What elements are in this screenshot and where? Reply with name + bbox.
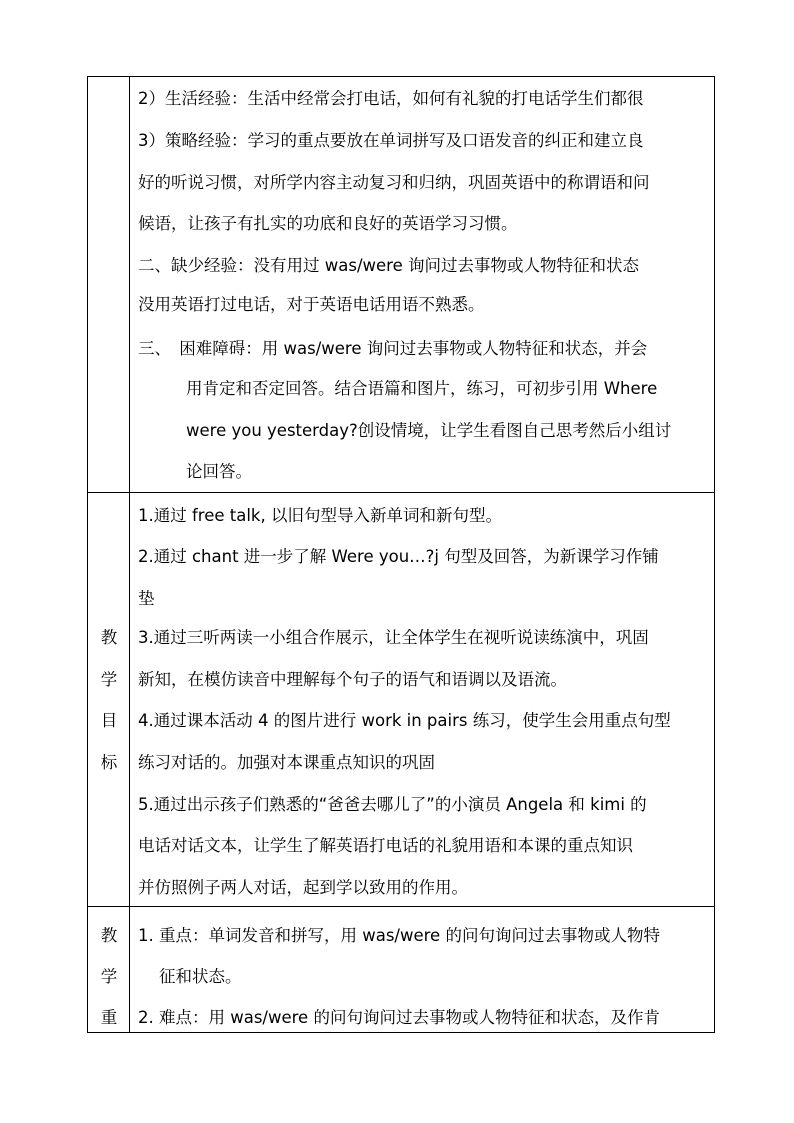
table-row-analysis — [88, 77, 715, 493]
objectives-label-char: 标 — [100, 753, 118, 772]
key-point-line: 1. 重点：单词发音和拼写，用 was/were 的问句询问过去事物或人物特 — [138, 926, 660, 945]
objective-line: 2.通过 chant 进一步了解 Were you…?j 句型及回答，为新课学习作铺 — [138, 547, 659, 566]
key-point-line: 征和状态。 — [159, 967, 242, 986]
content-cell-analysis — [130, 77, 715, 493]
analysis-line: 2）生活经验：生活中经常会打电话，如何有礼貌的打电话学生们都很 — [138, 89, 644, 108]
label-cell-key-points — [88, 907, 130, 1033]
analysis-line: were you yesterday?创设情境，让学生看图自己思考然后小组讨 — [186, 421, 672, 440]
label-cell-analysis — [88, 77, 130, 493]
key-points-label-char: 学 — [100, 967, 118, 986]
content-cell-key-points — [130, 907, 715, 1033]
objective-line: 4.通过课本活动 4 的图片进行 work in pairs 练习，使学生会用重点句型 — [138, 711, 671, 730]
analysis-line: 三、 困难障碍：用 was/were 询问过去事物或人物特征和状态，并会 — [138, 339, 648, 358]
table-row-objectives — [88, 493, 715, 907]
objective-line: 1.通过 free talk, 以旧句型导入新单词和新句型。 — [138, 506, 502, 525]
content-cell-objectives — [130, 493, 715, 907]
key-point-line: 2. 难点：用 was/were 的问句询问过去事物或人物特征和状态，及作肯 — [138, 1008, 660, 1027]
objective-line: 电话对话文本，让学生了解英语打电话的礼貌用语和本课的重点知识 — [138, 836, 633, 855]
analysis-line: 候语，让孩子有扎实的功底和良好的英语学习习惯。 — [138, 214, 518, 233]
objective-line: 新知，在模仿读音中理解每个句子的语气和语调以及语流。 — [138, 670, 567, 689]
analysis-line: 好的听说习惯，对所学内容主动复习和归纳，巩固英语中的称谓语和问 — [138, 173, 650, 192]
lesson-plan-table — [87, 76, 715, 1033]
objective-line: 3.通过三听两读一小组合作展示，让全体学生在视听说读练演中，巩固 — [138, 628, 649, 647]
analysis-line: 二、缺少经验：没有用过 was/were 询问过去事物或人物特征和状态 — [138, 256, 639, 275]
analysis-line: 用肯定和否定回答。结合语篇和图片，练习，可初步引用 Where — [186, 379, 658, 398]
objective-line: 并仿照例子两人对话，起到学以致用的作用。 — [138, 878, 468, 897]
objective-line: 垫 — [138, 589, 155, 608]
analysis-line: 没用英语打过电话，对于英语电话用语不熟悉。 — [138, 295, 485, 314]
objectives-label-char: 学 — [100, 670, 118, 689]
objectives-label-char: 教 — [100, 628, 118, 647]
objective-line: 练习对话的。加强对本课重点知识的巩固 — [138, 753, 435, 772]
analysis-line: 3）策略经验：学习的重点要放在单词拼写及口语发音的纠正和建立良 — [138, 131, 644, 150]
analysis-line: 论回答。 — [186, 462, 252, 481]
key-points-label-char: 教 — [100, 926, 118, 945]
objectives-label-char: 目 — [100, 711, 118, 730]
objective-line: 5.通过出示孩子们熟悉的“爸爸去哪儿了”的小演员 Angela 和 kimi 的 — [138, 795, 647, 814]
label-cell-objectives — [88, 493, 130, 907]
table-row-key-points — [88, 907, 715, 1033]
key-points-label-char: 重 — [100, 1008, 118, 1027]
